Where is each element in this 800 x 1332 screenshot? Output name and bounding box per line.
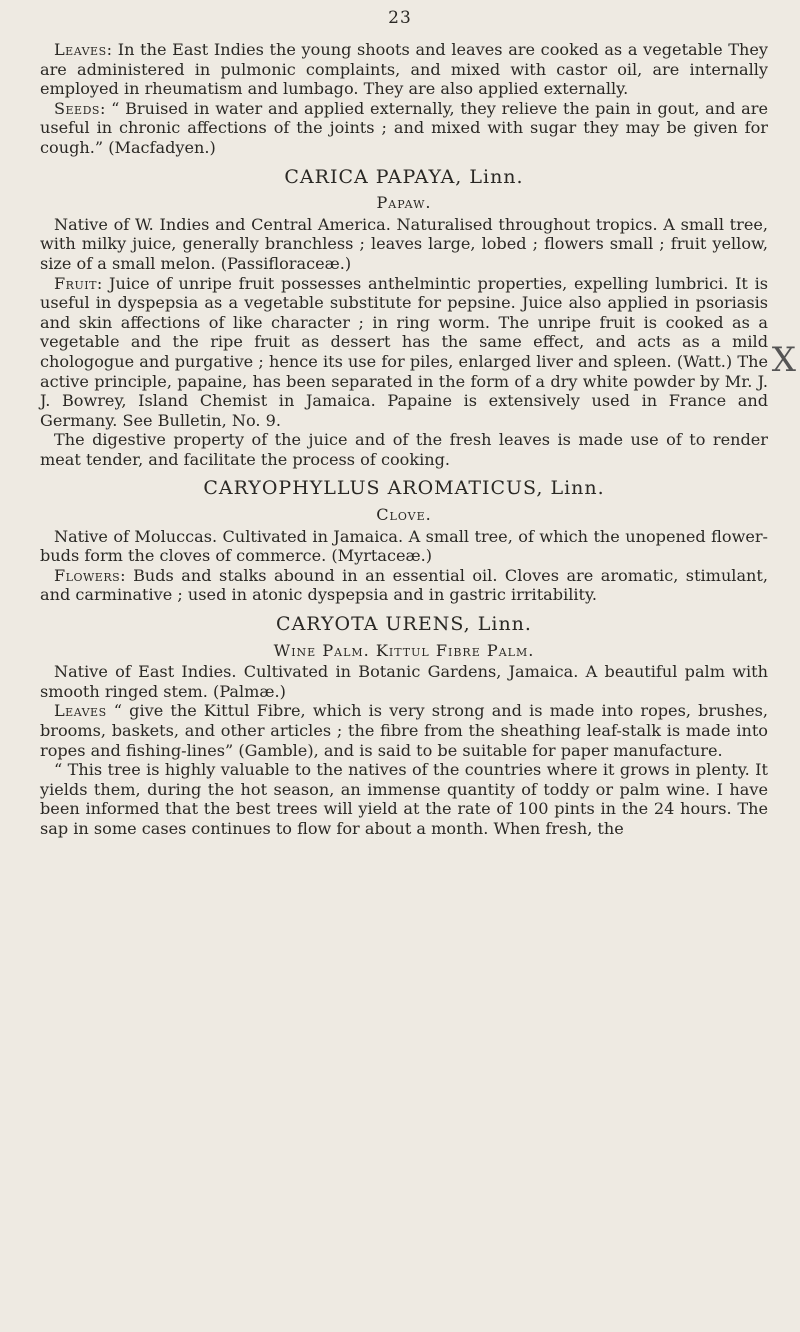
page-number: 23 bbox=[388, 8, 412, 28]
caryophyllus-flowers-text: : Buds and stalks abound in an essential oil. Cloves are aromatic, stimulant, and carminative ; used in atonic dyspepsia and in gastric irritability. bbox=[40, 565, 768, 605]
caryota-heading: CARYOTA URENS, Linn. bbox=[276, 613, 532, 636]
caryophyllus-native-paragraph: Native of Moluccas. Cultivated in Jamaica. A small tree, of which the unopened flower-buds form the cloves of commerce. (Myrtaceæ.) bbox=[40, 526, 768, 566]
caryota-quote-paragraph: “ This tree is highly valuable to the natives of the countries where it grows in plenty. It yields them, during the hot season, an immense quantity of toddy or palm wine. I have been informed that the best trees will yield at the rate of 100 pints in the 24 hours. The sap in some cases continues to flow for about a month. When fresh, the bbox=[40, 760, 768, 838]
caryota-leaves-paragraph bbox=[40, 701, 768, 760]
carica-fruit-label: Fruit bbox=[54, 273, 97, 293]
intro-leaves-paragraph bbox=[40, 40, 768, 99]
caryota-common-name: Wine Palm. Kittul Fibre Palm. bbox=[273, 640, 535, 660]
carica-common-name: Papaw. bbox=[376, 193, 432, 213]
margin-mark: X bbox=[771, 340, 796, 380]
caryophyllus-common-name: Clove. bbox=[376, 505, 432, 525]
carica-fruit-paragraph bbox=[40, 274, 768, 431]
carica-digestive-paragraph: The digestive property of the juice and of the fresh leaves is made use of to render meat tender, and facilitate the process of cooking. bbox=[40, 430, 768, 469]
carica-native-paragraph: Native of W. Indies and Central America. Naturalised throughout tropics. A small tree, with milky juice, generally branchless ; leaves large, lobed ; flowers small ; fruit yellow, size of a small melon. (Passifloraceæ.) bbox=[40, 214, 768, 273]
carica-heading: CARICA PAPAYA, Linn. bbox=[284, 165, 524, 188]
caryota-leaves-label: Leaves bbox=[54, 701, 107, 721]
carica-fruit-text: : Juice of unripe fruit possesses anthelmintic properties, expelling lumbrici. It is useful in dyspepsia as a vegetable substitute for pepsine. Juice also applied in psoriasis and skin affections of like character ; in ring worm. The unripe fruit is cooked as a vegetable and the ripe fruit as dessert has the same effect, and acts as a mild chologogue and purgative ; hence its use for piles, enlarged liver and spleen. (Watt.) The active principle, papaine, has been separated in the form of a dry white powder by Mr. J. J. Bowrey, Island Chemist in Jamaica. Papaine is extensively used in France and Germany. See Bulletin, No. 9. bbox=[40, 273, 768, 430]
intro-leaves-label: Leaves bbox=[54, 40, 107, 59]
intro-seeds-text: : “ Bruised in water and applied externally, they relieve the pain in gout, and are useful in chronic affections of the joints ; and mixed with sugar they may be given for cough.” (Macfadyen.) bbox=[40, 98, 768, 157]
caryophyllus-flowers-paragraph bbox=[40, 566, 768, 605]
intro-seeds-paragraph bbox=[40, 99, 768, 158]
caryophyllus-heading: CARYOPHYLLUS AROMATICUS, Linn. bbox=[203, 477, 605, 500]
intro-leaves-text: : In the East Indies the young shoots and leaves are cooked as a vegetable They are administered in pulmonic complaints, and mixed with castor oil, are internally employed in rheumatism and lumbago. They are also applied externally. bbox=[40, 40, 768, 99]
caryophyllus-flowers-label: Flowers bbox=[54, 565, 121, 585]
caryota-native-paragraph: Native of East Indies. Cultivated in Botanic Gardens, Jamaica. A beautiful palm with smooth ringed stem. (Palmæ.) bbox=[40, 662, 768, 701]
intro-seeds-label: Seeds bbox=[54, 98, 100, 118]
page-body bbox=[40, 40, 768, 839]
caryota-leaves-text: “ give the Kittul Fibre, which is very strong and is made into ropes, brushes, brooms, baskets, and other articles ; the fibre from the sheathing leaf-stalk is made into ropes and fishing-lines” (Gamble), and is said to be suitable for paper manufacture. bbox=[40, 701, 768, 760]
